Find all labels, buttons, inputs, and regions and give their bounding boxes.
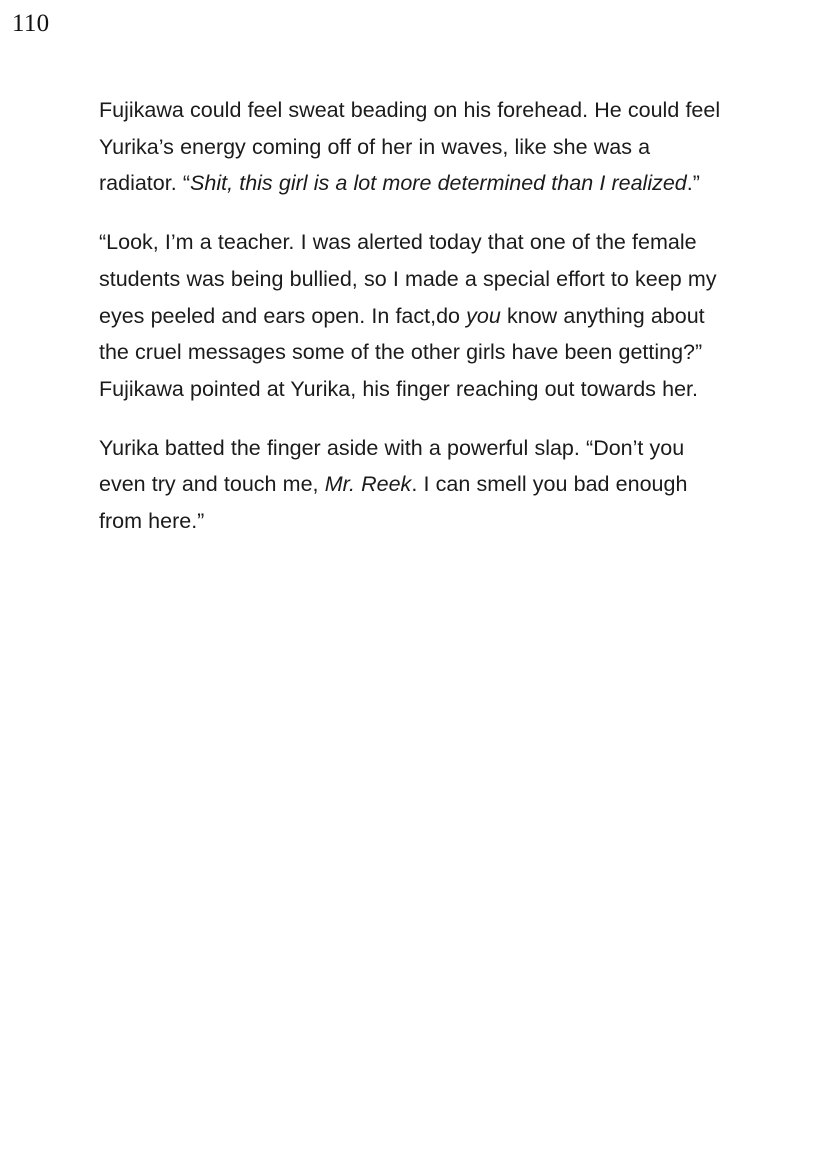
text-run: know anything about the cruel messages some of the other girls have been getting?” Fujikawa pointed at Yurika, his finger reaching out towards her. [99,303,705,401]
paragraph-3 [99,430,727,540]
paragraph-2 [99,224,727,408]
paragraph-1 [99,92,727,202]
page-body-text [99,92,727,540]
page-number: 110 [12,10,50,37]
emphasis-run: Shit, this girl is a lot more determined than I realized [190,171,687,196]
text-run: . I can smell you bad enough from here.” [99,472,688,534]
emphasis-run: you [466,303,501,328]
text-run: Fujikawa could feel sweat beading on his forehead. He could feel Yurika’s energy coming off of her in waves, like she was a radiator. “ [99,98,721,196]
text-run: “Look, I’m a teacher. I was alerted today that one of the female students was being bullied, so I made a special effort to keep my eyes peeled and ears open. In fact,do [99,230,717,328]
text-run: Yurika batted the finger aside with a powerful slap. “Don’t you even try and touch me, [99,435,685,497]
emphasis-run: Mr. Reek [324,472,412,497]
text-run: .” [686,171,700,196]
